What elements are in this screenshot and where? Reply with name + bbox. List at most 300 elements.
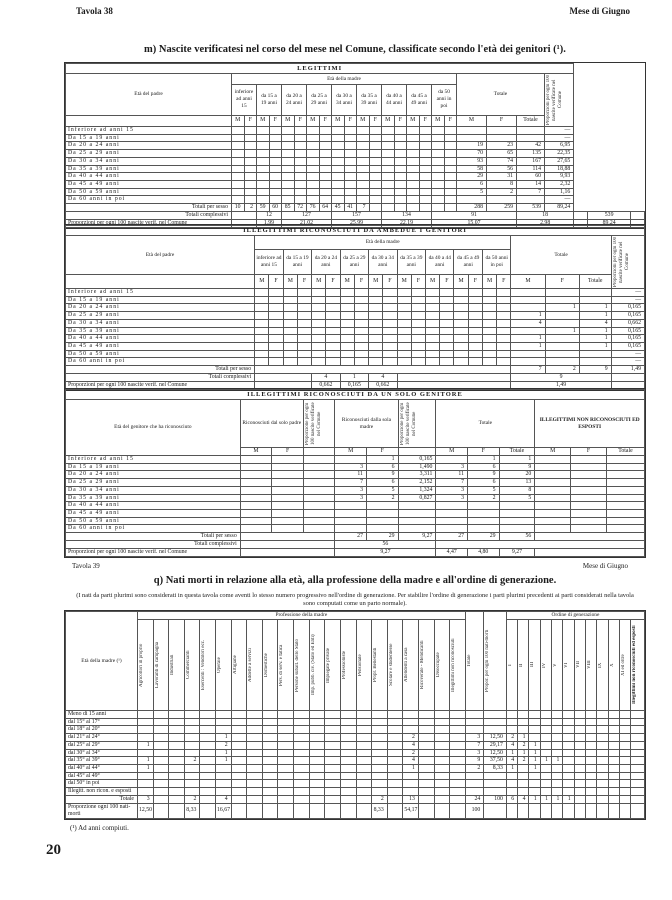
value-cell	[137, 749, 153, 757]
prof-col-label: Imp. pubb. civ. (Stato ed Enti)	[310, 634, 316, 696]
value-cell	[169, 757, 185, 765]
value-cell	[619, 734, 630, 742]
data-cell	[232, 142, 245, 150]
total-m	[511, 296, 545, 304]
data-cell	[344, 134, 357, 142]
value-tm: 3	[436, 494, 468, 502]
prop-value	[247, 803, 263, 818]
compl-value: 1	[340, 374, 368, 382]
proportion: 9,93	[545, 173, 574, 181]
value-mp	[398, 502, 436, 510]
value-cell	[247, 749, 263, 757]
nonric-t	[606, 456, 644, 464]
nonric-f	[571, 471, 607, 479]
data-cell	[394, 134, 407, 142]
value-cell	[418, 726, 434, 734]
mf-label	[303, 448, 335, 456]
data-cell	[407, 127, 420, 135]
age-col-header: da 20 a 24 anni	[282, 85, 307, 116]
data-cell	[357, 196, 370, 204]
table-row	[66, 517, 645, 525]
data-cell	[297, 350, 311, 358]
compl-value: 18	[517, 212, 574, 220]
data-cell	[444, 134, 457, 142]
data-cell	[255, 350, 269, 358]
table-row	[66, 304, 645, 312]
tot-value: 2	[372, 795, 388, 803]
value-cell	[262, 788, 278, 796]
ill2-prop-padre: Proporzione per ogni 100 nascite verificate nel Comune	[304, 402, 322, 445]
value-cell	[450, 734, 466, 742]
value-tf: 9	[467, 471, 499, 479]
total-f	[545, 335, 579, 343]
value-tt: 20	[499, 471, 535, 479]
ill2-madre-header: Riconosciuti dalla sola madre	[335, 400, 398, 448]
data-cell	[312, 319, 326, 327]
value-cell	[278, 788, 294, 796]
value-mf	[366, 517, 398, 525]
prop-value: 9,27	[499, 549, 535, 557]
value-cell: 3	[465, 749, 484, 757]
value-mm	[335, 517, 367, 525]
data-cell	[394, 150, 407, 158]
value-cell	[294, 749, 310, 757]
page-number: 20	[46, 842, 61, 858]
value-cell	[387, 741, 403, 749]
data-cell	[369, 289, 383, 297]
compl-value: 56	[335, 541, 436, 549]
data-cell	[369, 142, 382, 150]
data-cell	[419, 180, 432, 188]
value-cell	[552, 711, 563, 719]
data-cell	[497, 319, 511, 327]
data-cell	[369, 173, 382, 181]
value-mm: 11	[335, 471, 367, 479]
value-cell	[619, 772, 630, 780]
data-cell	[312, 289, 326, 297]
value-cell	[372, 749, 388, 757]
compl-label: Totali complessivi	[66, 374, 255, 382]
data-cell	[294, 150, 307, 158]
value-cell	[619, 757, 630, 765]
data-cell	[369, 127, 382, 135]
tot-value	[340, 795, 356, 803]
prop-total: 1,49	[511, 382, 611, 390]
tot-label: Totale	[66, 795, 138, 803]
data-cell	[383, 312, 397, 320]
tot-value	[597, 795, 608, 803]
prop-label: Proporzioni per ogni 100 nascite verif. nel Comune	[66, 549, 241, 557]
prop-value	[356, 803, 372, 818]
per-sesso-value: 45	[332, 204, 345, 212]
data-cell	[319, 173, 332, 181]
per-sesso-value: 7	[357, 204, 370, 212]
prof-col-label: Esercenti : Venditori ecc.	[201, 639, 207, 691]
padre-f	[272, 525, 304, 533]
value-cell	[450, 741, 466, 749]
data-cell	[444, 165, 457, 173]
value-cell	[434, 757, 450, 765]
per-sesso-value: 29	[366, 533, 398, 541]
data-cell	[482, 319, 496, 327]
mf-label: F	[272, 448, 304, 456]
compl-empty	[574, 212, 588, 220]
data-cell	[407, 134, 420, 142]
data-cell	[419, 127, 432, 135]
compl-total: 9	[511, 374, 611, 382]
value-cell	[325, 734, 341, 742]
prof-col-header	[247, 620, 263, 711]
tot-value: 4	[518, 795, 529, 803]
value-cell	[563, 757, 574, 765]
total-m	[511, 327, 545, 335]
value-cell	[262, 780, 278, 788]
m-label: M	[382, 115, 395, 126]
padre-m	[240, 494, 272, 502]
data-cell	[282, 180, 295, 188]
value-cell	[552, 718, 563, 726]
ord-col-label: I	[507, 664, 513, 666]
value-cell: 2	[184, 757, 200, 765]
nonric-m	[535, 502, 571, 510]
total-m: 19	[457, 142, 487, 150]
value-cell	[631, 764, 645, 772]
value-cell	[552, 749, 563, 757]
data-cell	[357, 157, 370, 165]
value-cell: 1	[216, 757, 232, 765]
ord-col-label: V	[553, 663, 559, 667]
value-cell	[619, 711, 630, 719]
age-col-header: da 40 a 44 anni	[382, 85, 407, 116]
prof-col-header	[325, 620, 341, 711]
data-cell	[444, 188, 457, 196]
illegittimi-solo-section	[64, 388, 646, 558]
data-cell	[332, 157, 345, 165]
data-cell	[426, 335, 440, 343]
data-cell	[419, 150, 432, 158]
prop-value	[294, 803, 310, 818]
value-cell	[552, 788, 563, 796]
data-cell	[468, 304, 482, 312]
value-cell	[529, 718, 540, 726]
data-cell	[482, 335, 496, 343]
nonric-t	[606, 509, 644, 517]
tot-m-label: M	[511, 275, 545, 289]
f-label: F	[419, 115, 432, 126]
value-cell	[387, 726, 403, 734]
total-t	[579, 358, 611, 366]
prof-col-label: Commercianti	[185, 650, 191, 680]
padre-p	[303, 517, 335, 525]
prop-value	[484, 803, 507, 818]
compl-empty	[630, 212, 644, 220]
value-cell	[200, 711, 216, 719]
data-cell	[354, 289, 368, 297]
per-sesso-value: 76	[307, 204, 320, 212]
value-cell	[372, 741, 388, 749]
data-cell	[454, 312, 468, 320]
tot-t-label: Totale	[579, 275, 611, 289]
mf-label: Totale	[606, 448, 644, 456]
value-mm: 3	[335, 494, 367, 502]
value-cell	[262, 711, 278, 719]
data-cell	[257, 188, 270, 196]
prof-col-header	[262, 620, 278, 711]
value-tm: 11	[436, 471, 468, 479]
data-cell	[357, 150, 370, 158]
total-t: 1	[579, 304, 611, 312]
value-cell	[372, 764, 388, 772]
data-cell	[319, 188, 332, 196]
value-cell	[585, 788, 596, 796]
data-cell	[312, 304, 326, 312]
data-cell	[257, 196, 270, 204]
value-cell	[540, 711, 551, 719]
value-cell	[387, 734, 403, 742]
prop-value: 8,33	[184, 803, 200, 818]
padre-m	[240, 509, 272, 517]
prof-col-header	[294, 620, 310, 711]
padre-p	[303, 479, 335, 487]
data-cell	[440, 319, 454, 327]
table-row	[66, 471, 645, 479]
value-cell	[597, 741, 608, 749]
data-cell	[297, 289, 311, 297]
data-cell	[283, 304, 297, 312]
data-cell	[297, 319, 311, 327]
data-cell	[411, 312, 425, 320]
value-cell	[356, 788, 372, 796]
value-cell	[340, 741, 356, 749]
value-cell	[631, 749, 645, 757]
value-tt	[499, 525, 535, 533]
value-cell	[372, 718, 388, 726]
data-cell	[319, 196, 332, 204]
value-cell	[372, 772, 388, 780]
value-cell	[608, 741, 619, 749]
data-cell	[411, 296, 425, 304]
data-cell	[282, 150, 295, 158]
data-cell	[482, 296, 496, 304]
tot-value: 1	[563, 795, 574, 803]
data-cell	[394, 165, 407, 173]
data-cell	[294, 165, 307, 173]
value-cell	[540, 734, 551, 742]
m-label: M	[407, 115, 420, 126]
row-label: Da 45 a 49 anni	[66, 180, 232, 188]
value-cell	[574, 726, 585, 734]
data-cell	[426, 350, 440, 358]
value-cell	[169, 749, 185, 757]
data-cell	[397, 335, 411, 343]
row-label: Da 30 a 34 anni	[66, 319, 255, 327]
m-label: M	[255, 275, 269, 289]
data-cell	[297, 296, 311, 304]
data-cell	[382, 180, 395, 188]
total-m: 1	[511, 335, 545, 343]
data-cell	[411, 342, 425, 350]
value-cell: 1	[518, 749, 529, 757]
f-label: F	[411, 275, 425, 289]
value-cell	[418, 734, 434, 742]
value-cell	[356, 726, 372, 734]
compl-total: 539	[588, 212, 630, 220]
value-cell	[608, 718, 619, 726]
prop-value	[153, 803, 169, 818]
value-cell	[184, 718, 200, 726]
data-cell	[426, 304, 440, 312]
row-label: Da 25 a 29 anni	[66, 312, 255, 320]
value-cell	[340, 734, 356, 742]
value-cell	[619, 741, 630, 749]
value-cell	[450, 764, 466, 772]
data-cell	[344, 127, 357, 135]
prop-value: 12,50	[137, 803, 153, 818]
data-cell	[397, 327, 411, 335]
per-sesso-value: 64	[319, 204, 332, 212]
eta-padre-header: Età del padre	[66, 74, 232, 116]
value-cell	[450, 718, 466, 726]
data-cell	[419, 173, 432, 181]
data-cell	[369, 157, 382, 165]
row-label: Meno di 15 anni	[66, 711, 138, 719]
data-cell	[454, 319, 468, 327]
tot-value	[169, 795, 185, 803]
value-cell	[309, 734, 325, 742]
row-label: Da 15 a 19 anni	[66, 463, 241, 471]
prop-value: 8,33	[372, 803, 388, 818]
data-cell	[383, 342, 397, 350]
value-cell	[325, 741, 341, 749]
nonric-m	[535, 494, 571, 502]
table-row	[66, 718, 645, 726]
data-cell	[244, 142, 257, 150]
table-row	[66, 734, 645, 742]
data-cell	[382, 196, 395, 204]
value-cell	[597, 726, 608, 734]
proportion: —	[611, 289, 644, 297]
padre-m	[240, 486, 272, 494]
value-cell	[434, 749, 450, 757]
total-t: 1	[579, 335, 611, 343]
ill1-eta-padre: Età del padre	[66, 236, 255, 275]
data-cell	[319, 127, 332, 135]
value-cell	[529, 726, 540, 734]
data-cell	[444, 173, 457, 181]
padre-p	[303, 486, 335, 494]
padre-m	[240, 479, 272, 487]
table-row	[66, 479, 645, 487]
data-cell	[411, 350, 425, 358]
f-label: F	[369, 115, 382, 126]
data-cell	[468, 335, 482, 343]
value-cell	[216, 711, 232, 719]
age-col-header: da 20 a 24 anni	[312, 249, 340, 275]
per-sesso-value: 259	[487, 204, 517, 212]
value-cell	[450, 788, 466, 796]
value-cell: 1	[529, 757, 540, 765]
ord-col-label: X	[609, 663, 615, 667]
data-cell	[419, 134, 432, 142]
row-label: Da 20 a 24 anni	[66, 142, 232, 150]
total-f	[545, 350, 579, 358]
value-cell	[563, 734, 574, 742]
tot-m-label: M	[457, 115, 487, 126]
tot-f-label: F	[487, 115, 517, 126]
value-cell	[247, 788, 263, 796]
data-cell	[312, 342, 326, 350]
value-cell	[529, 711, 540, 719]
value-cell: 1	[137, 764, 153, 772]
proportion: 0,165	[611, 342, 644, 350]
value-cell	[563, 741, 574, 749]
value-cell	[153, 757, 169, 765]
data-cell	[326, 342, 340, 350]
prop-value	[418, 803, 434, 818]
value-cell	[262, 741, 278, 749]
ord-col-label: VI	[564, 662, 570, 668]
value-cell	[137, 726, 153, 734]
per-sesso-value: 56	[499, 533, 535, 541]
m-label: M	[454, 275, 468, 289]
data-cell	[432, 142, 445, 150]
data-cell	[432, 165, 445, 173]
value-mm	[335, 502, 367, 510]
data-cell	[340, 296, 354, 304]
age-col-header: da 50 anni in poi	[482, 249, 510, 275]
padre-p	[303, 471, 335, 479]
prof-col-label: Lavoranti di campagna	[154, 641, 160, 689]
value-cell	[608, 772, 619, 780]
value-cell	[387, 772, 403, 780]
ill2-totale-header: Totale	[436, 400, 535, 448]
value-cell	[540, 749, 551, 757]
data-cell	[319, 134, 332, 142]
data-cell	[419, 188, 432, 196]
value-cell	[465, 788, 484, 796]
data-cell	[426, 358, 440, 366]
value-cell	[356, 780, 372, 788]
data-cell	[294, 157, 307, 165]
per-sesso-value	[394, 204, 407, 212]
data-cell	[326, 304, 340, 312]
value-cell	[518, 718, 529, 726]
prop-value	[518, 803, 529, 818]
prop-value: 2,98	[517, 220, 574, 228]
data-cell	[319, 150, 332, 158]
value-cell	[356, 741, 372, 749]
prof-col-label: Agricoltori in proprio	[138, 643, 144, 687]
value-cell	[247, 711, 263, 719]
data-cell	[369, 350, 383, 358]
total-m: 58	[457, 165, 487, 173]
prof-col-header	[372, 620, 388, 711]
per-sesso-m: 7	[511, 366, 545, 374]
value-cell	[585, 749, 596, 757]
data-cell	[383, 296, 397, 304]
value-cell	[403, 780, 419, 788]
value-cell	[216, 726, 232, 734]
value-mf	[366, 502, 398, 510]
value-cell	[574, 757, 585, 765]
value-mp	[398, 525, 436, 533]
value-cell	[325, 780, 341, 788]
m-label: M	[257, 115, 270, 126]
value-cell	[552, 741, 563, 749]
data-cell	[244, 127, 257, 135]
value-cell	[340, 780, 356, 788]
data-cell	[255, 358, 269, 366]
